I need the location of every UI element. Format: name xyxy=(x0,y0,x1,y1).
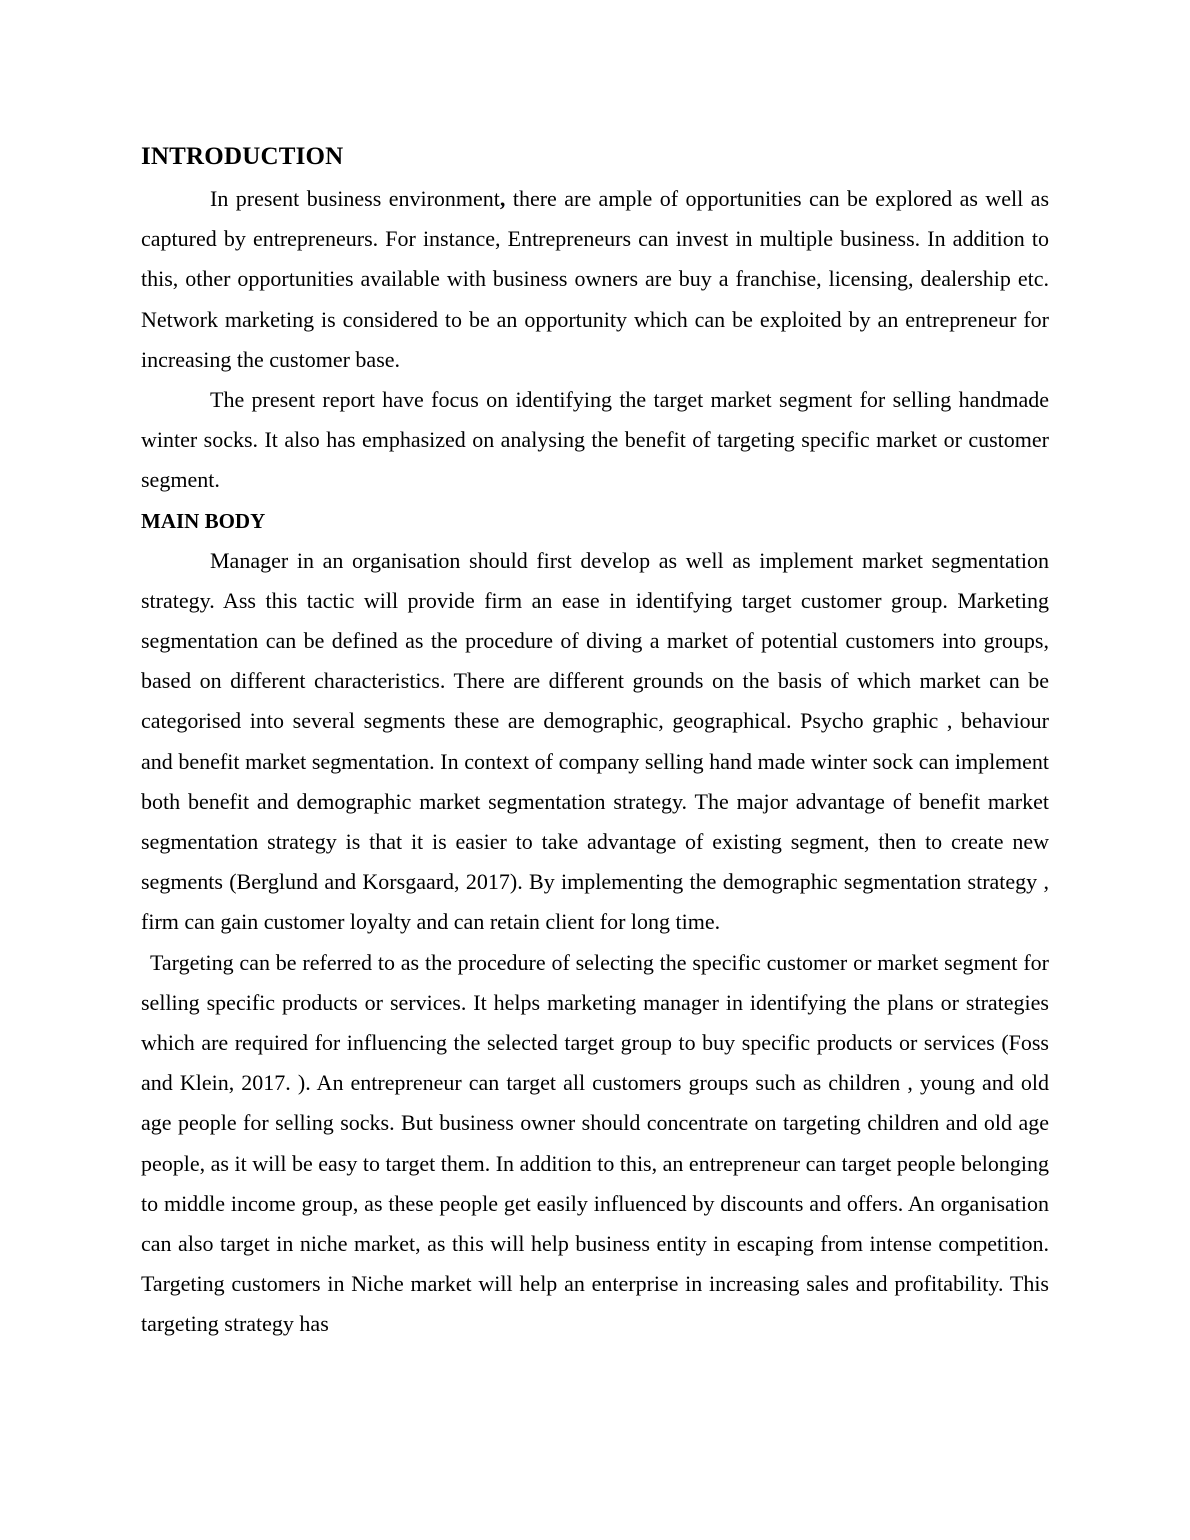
intro-paragraph-1-start: In present business environment xyxy=(210,186,500,211)
introduction-heading: INTRODUCTION xyxy=(141,143,344,170)
main-body-heading: MAIN BODY xyxy=(141,508,266,533)
intro-paragraph-2: The present report have focus on identifying the target market segment for selling handmade winter socks. It also has emphasized on analysing the benefit of targeting specific market or customer segment. xyxy=(141,387,1049,493)
document-page xyxy=(141,140,1049,1345)
intro-paragraph-1-rest: there are ample of opportunities can be explored as well as captured by entrepreneurs. For instance, Entrepreneurs can invest in multiple business. In addition to this, other opportunities available with business owners are buy a franchise, licensing, dealership etc. Network marketing is considered to be an opportunity which can be exploited by an entrepreneur for increasing the customer base. xyxy=(141,186,1050,372)
intro-paragraph-1 xyxy=(141,179,1049,380)
main-body-paragraph-2: Targeting can be referred to as the procedure of selecting the specific customer or market segment for selling specific products or services. It helps marketing manager in identifying the plans or strategies which are required for influencing the selected target group to buy specific products or services (Foss and Klein, 2017. ). An entrepreneur can target all customers groups such as children , young and old age people for selling socks. But business owner should concentrate on targeting children and old age people, as it will be easy to target them. In addition to this, an entrepreneur can target people belonging to middle income group, as these people get easily influenced by discounts and offers. An organisation can also target in niche market, as this will help business entity in escaping from intense competition. Targeting customers in Niche market will help an enterprise in increasing sales and profitability. This targeting strategy has xyxy=(141,949,1049,1337)
main-body-paragraph-1: Manager in an organisation should first develop as well as implement market segmentation strategy. Ass this tactic will provide firm an ease in identifying target customer group. Marketing segmentation can be defined as the procedure of diving a market of potential customers into groups, based on different characteristics. There are different grounds on the basis of which market can be categorised into several segments these are demographic, geographical. Psycho graphic , behaviour and benefit market segmentation. In context of company selling hand made winter sock can implement both benefit and demographic market segmentation strategy. The major advantage of benefit market segmentation strategy is that it is easier to take advantage of existing segment, then to create new segments (Berglund and Korsgaard, 2017). By implementing the demographic segmentation strategy , firm can gain customer loyalty and can retain client for long time. xyxy=(141,547,1049,935)
intro-paragraph-1-bold-comma: , xyxy=(499,186,506,211)
